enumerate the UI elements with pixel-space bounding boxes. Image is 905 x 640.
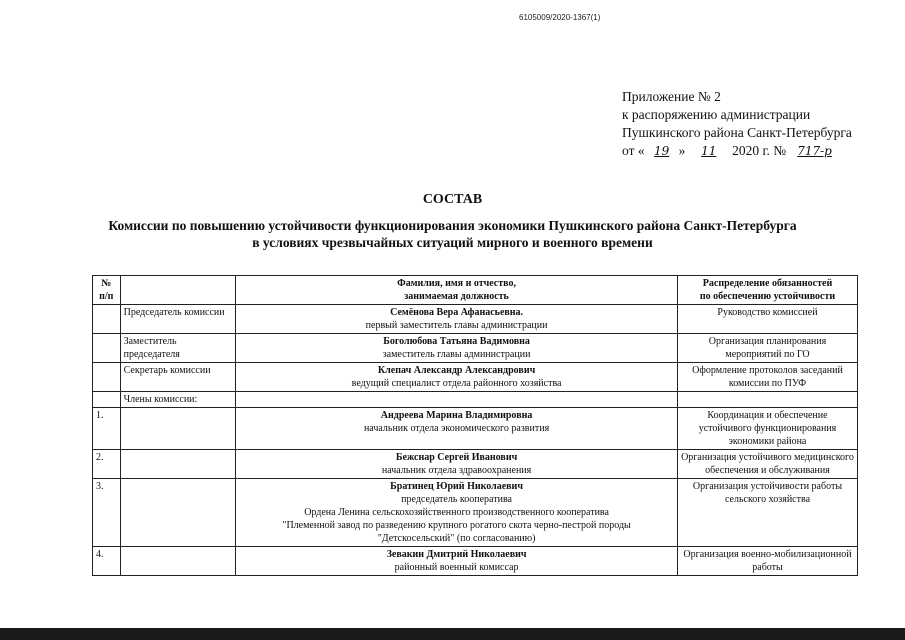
document-id: 6105009/2020-1367(1) [519,13,601,22]
header-role [120,276,236,305]
header-number-line2: п/п [99,291,114,302]
row-duty: Организация устойчивого медицинского обеспечения и обслуживания [677,450,857,479]
date-month: 11 [701,144,717,158]
row-number: 1. [93,408,121,450]
person-name: Братинец Юрий Николаевич [390,481,523,492]
header-duty-line1: Распределение обязанностей [702,278,833,289]
row-role [120,408,236,450]
scan-bottom-edge [0,628,905,640]
person-name: Андреева Марина Владимировна [380,410,533,421]
person-name: Боголюбова Татьяна Вадимовна [383,336,530,347]
appendix-date-line [622,142,892,160]
row-duty: Организация устойчивости работы сельского хозяйства [677,479,857,547]
appendix-line3: Пушкинского района Санкт-Петербурга [622,125,852,140]
members-label: Члены комиссии: [120,392,236,408]
row-duty [677,392,857,408]
person-name: Клепач Александр Александрович [377,365,536,376]
row-number: 3. [93,479,121,547]
person-position-line1: председатель кооператива [401,494,512,505]
row-duty: Организация планирования мероприятий по ГО [677,334,857,363]
row-number [93,392,121,408]
person-position-line2: Ордена Ленина сельскохозяйственного производственного кооператива [304,507,609,518]
appendix-header [622,88,892,160]
row-role: Заместитель председателя [120,334,236,363]
person-position: начальник отдела экономического развития [363,423,550,434]
row-number [93,363,121,392]
row-role [120,479,236,547]
header-name [236,276,678,305]
row-number: 4. [93,547,121,576]
row-role: Секретарь комиссии [120,363,236,392]
person-name: Зевакин Дмитрий Николаевич [386,549,527,560]
commission-table [92,275,858,576]
members-label-row [93,392,858,408]
table-row [93,450,858,479]
table-header-row [93,276,858,305]
row-number [93,334,121,363]
row-number [93,305,121,334]
row-person [236,547,678,576]
table-row [93,547,858,576]
person-position-line3: "Племенной завод по разведению крупного рогатого скота черно-пестрой породы [282,520,631,531]
date-year: 2020 г. № [732,143,787,158]
header-number [93,276,121,305]
person-position: заместитель главы администрации [382,349,531,360]
row-person [236,392,678,408]
row-person [236,450,678,479]
appendix-line2: к распоряжению администрации [622,107,811,122]
row-duty: Организация военно-мобилизационной работы [677,547,857,576]
person-name: Бежснар Сергей Иванович [395,452,518,463]
header-duty-line2: по обеспечению устойчивости [699,291,836,302]
person-name: Семёнова Вера Афанасьевна. [390,307,524,318]
row-number: 2. [93,450,121,479]
table-row [93,363,858,392]
person-position: ведущий специалист отдела районного хозяйства [351,378,562,389]
row-duty: Оформление протоколов заседаний комиссии по ПУФ [677,363,857,392]
header-number-line1: № [101,278,112,289]
table-row [93,334,858,363]
row-role [120,547,236,576]
row-person [236,479,678,547]
row-role: Председатель комиссии [120,305,236,334]
subtitle-line1: Комиссии по повышению устойчивости функционирования экономики Пушкинского района Санкт-Петербурга [108,218,797,233]
row-person [236,363,678,392]
row-person [236,408,678,450]
row-role [120,450,236,479]
row-person [236,305,678,334]
order-number: 717-р [797,144,832,158]
row-duty: Координация и обеспечение устойчивого функционирования экономики района [677,408,857,450]
table-row [93,408,858,450]
header-name-line1: Фамилия, имя и отчество, [397,278,516,289]
date-day: 19 [653,144,670,158]
person-position: начальник отдела здравоохранения [381,465,532,476]
person-position: первый заместитель главы администрации [365,320,548,331]
person-position: районный военный комиссар [394,562,519,573]
appendix-line1: Приложение № 2 [622,89,721,104]
subtitle-line2: в условиях чрезвычайных ситуаций мирного и военного времени [252,235,653,250]
table-row [93,305,858,334]
header-duty [677,276,857,305]
row-person [236,334,678,363]
person-position-line4: "Детскосельский" (по согласованию) [377,533,536,544]
table-row [93,479,858,547]
row-duty: Руководство комиссией [677,305,857,334]
document-title: СОСТАВ [422,192,483,207]
date-prefix: от « [622,143,645,158]
header-name-line2: занимаемая должность [404,291,509,302]
document-subtitle [100,217,805,251]
date-mid: » [678,143,686,158]
